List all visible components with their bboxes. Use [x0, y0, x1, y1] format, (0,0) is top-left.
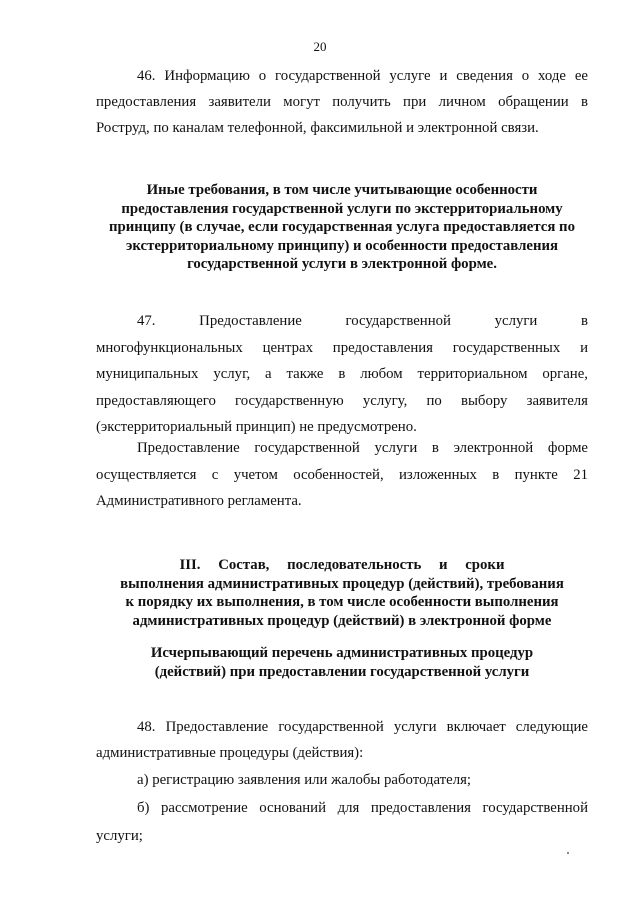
paragraph-line: Административного регламента. — [96, 493, 302, 509]
list-item-b — [96, 794, 588, 850]
list-item-a — [96, 767, 588, 793]
heading-line: административных процедур (действий) в электронной форме — [132, 612, 552, 629]
paragraph-line: 46. Информацию о государственной услуге и сведения о ходе ее — [137, 68, 588, 84]
paragraph-line: 48. Предоставление государственной услуги включает следующие — [137, 719, 588, 735]
heading-line: экстерриториальному принципу) и особенности предоставления — [125, 237, 559, 254]
heading-line: (действий) при предоставлении государственной услуги — [154, 663, 530, 680]
heading-line: Иные требования, в том числе учитывающие особенности — [146, 182, 538, 198]
paragraph-line: а) регистрацию заявления или жалобы работодателя; — [137, 772, 472, 788]
paragraph-line: предоставления заявители могут получить при личном обращении в — [96, 94, 588, 110]
paragraph-line: муниципальных услуг, а также в любом территориальном органе, — [96, 366, 588, 382]
paragraph-line: б) рассмотрение оснований для предоставления государственной — [137, 800, 588, 816]
paragraph-line: (экстерриториальный принцип) не предусмотрено. — [96, 419, 417, 435]
heading-line: к порядку их выполнения, в том числе особенности выполнения — [125, 594, 559, 610]
paragraph-line: Предоставление государственной услуги в электронной форме — [137, 440, 588, 456]
paragraph-line: административные процедуры (действия): — [96, 745, 364, 761]
heading-line: выполнения административных процедур (действий), требования — [120, 575, 564, 592]
paragraph-line: услуги; — [96, 828, 143, 844]
heading-line: предоставления государственной услуги по экстерриториальному — [121, 200, 563, 217]
paragraph-line: 47. Предоставление государственной услуги в — [137, 313, 588, 329]
subheading-procedures-list — [96, 644, 588, 681]
scan-speck — [567, 852, 569, 854]
page-number: 20 — [313, 39, 327, 54]
section-3-heading — [96, 556, 588, 630]
paragraph-line: предоставляющего государственную услугу, по выбору заявителя — [96, 392, 588, 409]
paragraph-46 — [96, 63, 588, 141]
heading-other-requirements — [96, 181, 588, 274]
paragraph-47-electronic — [96, 435, 588, 515]
heading-line: государственной услуги в электронной форме. — [187, 256, 497, 272]
paragraph-line: многофункциональных центрах предоставления государственных и — [96, 339, 588, 356]
heading-line: III. Состав, последовательность и сроки — [179, 557, 505, 573]
heading-line: Исчерпывающий перечень административных процедур — [150, 645, 534, 661]
paragraph-48 — [96, 714, 588, 766]
paragraph-line: осуществляется с учетом особенностей, изложенных в пункте 21 — [96, 466, 588, 483]
paragraph-line: Роструд, по каналам телефонной, факсимильной и электронной связи. — [96, 120, 539, 136]
heading-line: принципу (в случае, если государственная услуга предоставляется по — [109, 219, 575, 235]
paragraph-47 — [96, 308, 588, 441]
